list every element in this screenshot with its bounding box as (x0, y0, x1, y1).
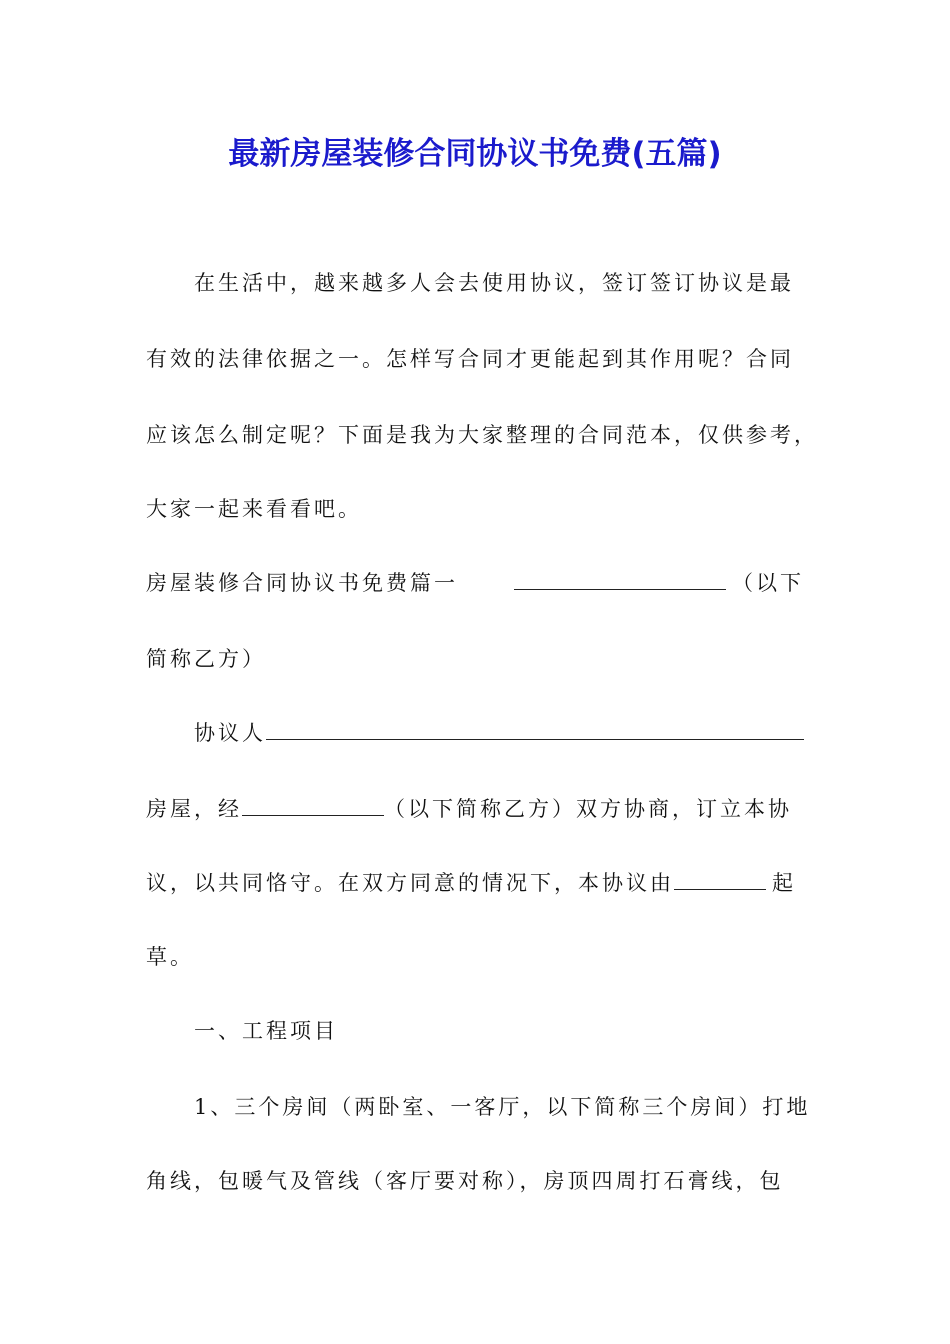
paragraph-line: 1、三个房间（两卧室、一客厅，以下简称三个房间）打地 (194, 1095, 811, 1119)
paragraph-line: 角线，包暖气及管线（客厅要对称），房顶四周打石膏线，包 (146, 1169, 784, 1193)
section-heading: 一、工程项目 (194, 1019, 338, 1043)
document-title: 最新房屋装修合同协议书免费(五篇) (228, 136, 722, 172)
section-heading-line (146, 568, 806, 598)
paragraph-line: 大家一起来看看吧。 (146, 497, 362, 521)
paragraph-line: 应该怎么制定呢？下面是我为大家整理的合同范本，仅供参考， (146, 423, 818, 447)
paragraph-line (146, 794, 806, 824)
paragraph-line: 在生活中，越来越多人会去使用协议，签订签订协议是最 (194, 271, 794, 295)
paragraph-text: 房屋，经 (146, 797, 242, 821)
paragraph-text: （以下 (732, 571, 804, 595)
paragraph-line: 简称乙方） (146, 647, 266, 671)
fill-blank (242, 795, 384, 816)
fill-blank (514, 569, 726, 590)
paragraph-text: （以下简称乙方）双方协商，订立本协 (384, 797, 792, 821)
paragraph-line: 有效的法律依据之一。怎样写合同才更能起到其作用呢？合同 (146, 347, 794, 371)
fill-blank (674, 869, 766, 890)
paragraph-text: 协议人 (194, 721, 266, 745)
paragraph-line: 草。 (146, 945, 194, 969)
paragraph-text: 起 (772, 871, 796, 895)
paragraph-text: 议，以共同恪守。在双方同意的情况下，本协议由 (146, 871, 674, 895)
paragraph-line (194, 718, 806, 748)
paragraph-line (146, 868, 806, 898)
section-heading: 房屋装修合同协议书免费篇一 (146, 571, 458, 595)
fill-blank (266, 719, 804, 740)
